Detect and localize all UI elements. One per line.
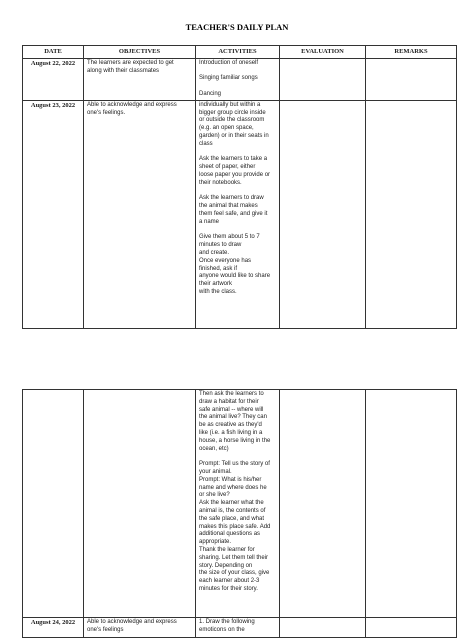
text-line: your animal. xyxy=(199,468,232,475)
table-row xyxy=(23,100,457,328)
text-line: class xyxy=(199,140,213,147)
text-line: anyone would like to share xyxy=(199,273,271,280)
remarks-cell xyxy=(366,390,457,618)
text-line: or she live? xyxy=(199,492,230,499)
objectives-cell xyxy=(84,58,196,100)
text-line: Ask the learners to take a xyxy=(199,156,268,163)
evaluation-cell xyxy=(280,100,366,328)
text-line: Prompt: What is his/her xyxy=(199,476,262,483)
blank-line xyxy=(199,227,276,235)
text-line: garden) or in their seats in xyxy=(199,132,269,139)
text-line: one's feelings. xyxy=(87,109,126,116)
text-line: draw a habitat for their xyxy=(199,398,259,405)
text-line: The learners are expected to get xyxy=(87,59,174,66)
text-line: Thank the learner for xyxy=(199,546,255,553)
blank-line xyxy=(199,453,276,461)
text-line: one's feelings xyxy=(87,626,124,633)
text-line: Then ask the learners to xyxy=(199,391,264,397)
date-cell: August 24, 2022 xyxy=(23,618,84,638)
text-line: appropriate. xyxy=(199,539,232,546)
activities-cell xyxy=(196,58,280,100)
text-line: or outside the classroom xyxy=(199,117,265,124)
text-line: (e.g. an open space, xyxy=(199,125,254,132)
remarks-cell xyxy=(366,58,457,100)
daily-plan-table xyxy=(22,45,457,329)
text-line: like (i.e. a fish living in a xyxy=(199,429,263,436)
text-line: Prompt: Tell us the story of xyxy=(199,461,270,468)
text-line: the safe place, and what xyxy=(199,515,265,522)
date-cell: August 23, 2022 xyxy=(23,100,84,328)
text-line: each learner about 2-3 xyxy=(199,578,260,585)
text-line: additional questions as xyxy=(199,531,261,538)
table-row xyxy=(23,58,457,100)
text-line: the animal live? They can xyxy=(199,414,267,421)
remarks-cell xyxy=(366,100,457,328)
table-header-row xyxy=(23,46,457,59)
blank-line xyxy=(199,68,276,76)
text-line: safe animal -- where will xyxy=(199,406,264,413)
activities-cell xyxy=(196,618,280,638)
text-line: Dancing xyxy=(199,90,222,97)
blank-line xyxy=(199,149,276,157)
table-row xyxy=(23,390,457,618)
header-remarks: REMARKS xyxy=(366,46,457,59)
activities-cell xyxy=(196,100,280,328)
text-line: name and where does he xyxy=(199,484,267,491)
text-line: Able to acknowledge and express xyxy=(87,101,177,108)
activities-cell xyxy=(196,390,280,618)
page-title: TEACHER'S DAILY PLAN xyxy=(185,22,289,32)
text-line: Ask the learners to draw xyxy=(199,195,264,202)
text-line: along with their classmates xyxy=(87,67,160,74)
text-line: their artwork xyxy=(199,281,233,288)
text-line: be as creative as they'd xyxy=(199,422,262,429)
text-line: story. Depending on xyxy=(199,562,253,569)
table-row xyxy=(23,618,457,638)
header-date: DATE xyxy=(23,46,84,59)
text-line: the animal that makes xyxy=(199,203,258,210)
text-line: sharing. Let them tell their xyxy=(199,554,269,561)
text-line: bigger group circle inside xyxy=(199,109,266,116)
text-line: animal is, the contents of xyxy=(199,507,266,514)
text-line: with the class. xyxy=(199,288,237,295)
text-line: minutes to draw xyxy=(199,242,242,249)
text-line: the size of your class, give xyxy=(199,570,270,577)
text-line: emoticons on the xyxy=(199,626,245,633)
objectives-cell xyxy=(84,618,196,638)
evaluation-cell xyxy=(280,618,366,638)
text-line: them feel safe, and give it xyxy=(199,210,268,217)
evaluation-cell xyxy=(280,390,366,618)
text-line: house, a horse living in the xyxy=(199,437,271,444)
objectives-cell xyxy=(84,100,196,328)
text-line: sheet of paper, either xyxy=(199,164,256,171)
text-line: and create. xyxy=(199,249,230,256)
text-line: Ask the learner what the xyxy=(199,500,264,507)
blank-line xyxy=(199,188,276,196)
header-objectives: OBJECTIVES xyxy=(84,46,196,59)
header-activities: ACTIVITIES xyxy=(196,46,280,59)
date-cell xyxy=(23,390,84,618)
text-line: finished, ask if xyxy=(199,265,238,272)
daily-plan-table-continued xyxy=(22,389,457,638)
text-line: their notebooks. xyxy=(199,179,242,186)
text-line: 1. Draw the following xyxy=(199,619,255,625)
text-line: individually but within a xyxy=(199,101,261,108)
objectives-cell xyxy=(84,390,196,618)
text-line: Introduction of oneself xyxy=(199,59,259,66)
text-line: Once everyone has xyxy=(199,257,252,264)
text-line: minutes for their story. xyxy=(199,585,258,592)
date-cell: August 22, 2022 xyxy=(23,58,84,100)
text-line: loose paper you provide or xyxy=(199,171,271,178)
text-line: ocean, etc) xyxy=(199,445,229,452)
text-line: makes this place safe. Add xyxy=(199,523,271,530)
remarks-cell xyxy=(366,618,457,638)
text-line: a name xyxy=(199,218,220,225)
text-line: Singing familiar songs xyxy=(199,75,258,82)
text-line: Able to acknowledge and express xyxy=(87,619,177,625)
evaluation-cell xyxy=(280,58,366,100)
header-evaluation: EVALUATION xyxy=(280,46,366,59)
text-line: Give them about 5 to 7 xyxy=(199,234,260,241)
blank-line xyxy=(199,83,276,91)
